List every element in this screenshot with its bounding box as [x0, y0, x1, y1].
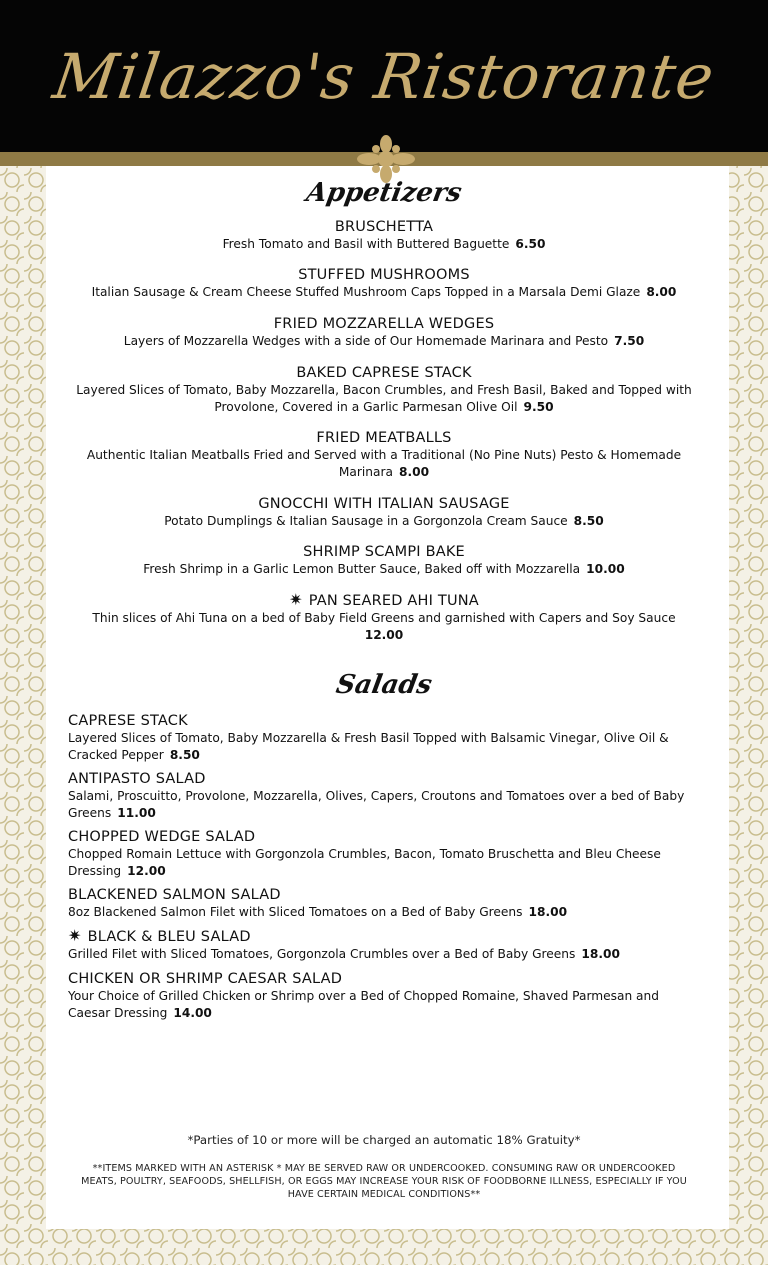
item-description: Potato Dumplings & Italian Sausage in a Gorgonzola Cream Sauce: [164, 514, 568, 528]
item-price: 8.50: [169, 748, 200, 762]
item-description: Authentic Italian Meatballs Fried and Served with a Traditional (No Pine Nuts) Pesto & Homemade Marinara: [86, 448, 682, 479]
item-price: 9.50: [523, 400, 554, 414]
item-price: 8.00: [646, 285, 677, 299]
item-price: 6.50: [515, 237, 546, 251]
item-name: SHRIMP SCAMPI BAKE: [303, 544, 465, 560]
item-price: 11.00: [117, 806, 156, 820]
menu-item-caprese-stack: [68, 712, 688, 764]
item-name: PAN SEARED AHI TUNA: [308, 593, 479, 609]
menu-item-bruschetta: [60, 218, 708, 253]
item-name: FRIED MEATBALLS: [316, 430, 452, 446]
item-description: Fresh Tomato and Basil with Buttered Baguette: [222, 237, 510, 251]
item-name: CHICKEN OR SHRIMP CAESAR SALAD: [68, 971, 343, 987]
item-name: BLACK & BLEU SALAD: [87, 929, 251, 945]
menu-item-baked-caprese: [60, 364, 708, 416]
item-price: 12.00: [364, 628, 404, 642]
item-name: BAKED CAPRESE STACK: [296, 365, 472, 381]
item-description: Thin slices of Ahi Tuna on a bed of Baby Field Greens and garnished with Capers and Soy Sauce: [92, 611, 676, 625]
item-name: ANTIPASTO SALAD: [68, 771, 206, 787]
item-description: Layered Slices of Tomato, Baby Mozzarella & Fresh Basil Topped with Balsamic Vinegar, Olive Oil & Cracked Pepper: [68, 731, 669, 762]
salads-title: Salads: [333, 670, 435, 700]
item-name: CAPRESE STACK: [68, 713, 188, 729]
item-name: FRIED MOZZARELLA WEDGES: [273, 316, 495, 332]
item-price: 18.00: [581, 947, 620, 961]
menu-item-gnocchi: [60, 495, 708, 530]
gratuity-note: *Parties of 10 or more will be charged an automatic 18% Gratuity*: [187, 1133, 581, 1147]
item-price: 14.00: [173, 1006, 212, 1020]
item-name: STUFFED MUSHROOMS: [298, 267, 470, 283]
item-description: Chopped Romain Lettuce with Gorgonzola Crumbles, Bacon, Tomato Bruschetta and Bleu Cheese Dressing: [68, 847, 661, 878]
menu-item-fried-meatballs: [60, 429, 708, 481]
menu-item-fried-mozzarella: [60, 315, 708, 350]
menu-item-shrimp-scampi: [60, 543, 708, 578]
item-name: BRUSCHETTA: [334, 219, 434, 235]
item-name: GNOCCHI WITH ITALIAN SAUSAGE: [258, 496, 510, 512]
item-price: 18.00: [528, 905, 568, 919]
item-description: Layered Slices of Tomato, Baby Mozzarella, Bacon Crumbles, and Fresh Basil, Baked and Topped with Provolone, Covered in a Garlic Parmesan Olive Oil: [76, 383, 692, 414]
item-price: 10.00: [586, 562, 625, 576]
item-price: 8.50: [573, 514, 604, 528]
item-description: Your Choice of Grilled Chicken or Shrimp over a Bed of Chopped Romaine, Shaved Parmesan and Caesar Dressing: [68, 989, 659, 1020]
item-description: Grilled Filet with Sliced Tomatoes, Gorgonzola Crumbles over a Bed of Baby Greens: [68, 947, 576, 961]
restaurant-name: Milazzo's Ristorante: [48, 40, 720, 113]
appetizers-title: Appetizers: [304, 178, 464, 208]
menu-item-chopped-wedge: [68, 828, 688, 880]
menu-item-blackened-salmon: [68, 886, 688, 921]
menu-item-antipasto-salad: [68, 770, 688, 822]
item-price: 12.00: [127, 864, 166, 878]
item-price: 7.50: [614, 334, 645, 348]
item-price: 8.00: [398, 465, 430, 479]
item-description: Salami, Proscuitto, Provolone, Mozzarella, Olives, Capers, Croutons and Tomatoes over a bed of Baby Greens: [68, 789, 685, 820]
item-name: CHOPPED WEDGE SALAD: [68, 829, 256, 845]
fleur-ornament-icon: [354, 134, 418, 184]
item-description: 8oz Blackened Salmon Filet with Sliced Tomatoes on a Bed of Baby Greens: [68, 905, 523, 919]
menu-item-black-bleu: [68, 927, 688, 963]
asterisk-star-icon: ✷: [68, 926, 82, 945]
menu-item-caesar-salad: [68, 970, 688, 1022]
raw-food-disclaimer: **ITEMS MARKED WITH AN ASTERISK * MAY BE SERVED RAW OR UNDERCOOKED. CONSUMING RAW OR UNDERCOOKED MEATS, POULTRY, SEAFOODS, SHELLFISH, OR EGGS MAY INCREASE YOUR RISK OF FOODBORNE ILLNESS, ESPECIALLY IF YOU HAVE CERTAIN MEDICAL CONDITIONS**: [81, 1163, 687, 1200]
asterisk-star-icon: ✷: [289, 590, 303, 609]
item-description: Fresh Shrimp in a Garlic Lemon Butter Sauce, Baked off with Mozzarella: [143, 562, 581, 576]
item-description: Italian Sausage & Cream Cheese Stuffed Mushroom Caps Topped in a Marsala Demi Glaze: [91, 285, 641, 299]
menu-item-ahi-tuna: [60, 591, 708, 644]
item-description: Layers of Mozzarella Wedges with a side of Our Homemade Marinara and Pesto: [123, 334, 609, 348]
menu-item-stuffed-mushrooms: [60, 266, 708, 301]
item-name: BLACKENED SALMON SALAD: [68, 887, 281, 903]
